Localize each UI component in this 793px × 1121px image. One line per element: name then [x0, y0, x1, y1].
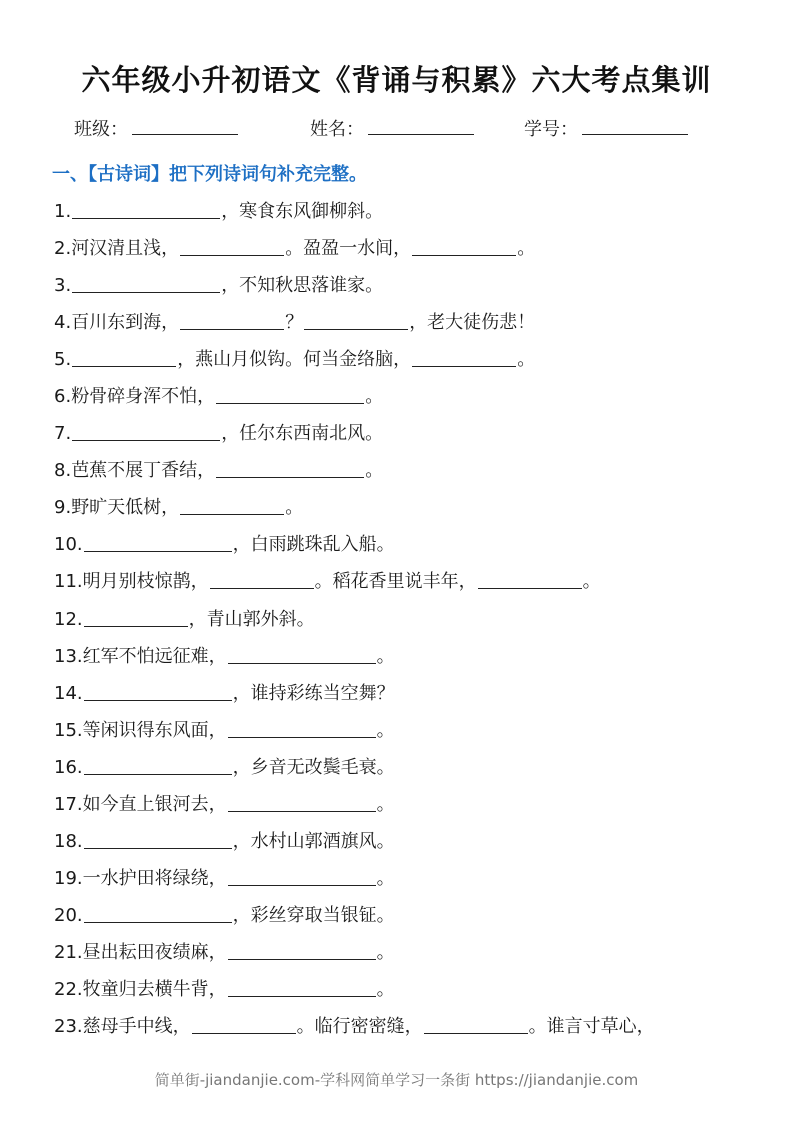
question-item: [54, 938, 753, 975]
question-text: ，青山郭外斜。: [188, 608, 315, 630]
question-text: 。: [376, 645, 395, 667]
answer-blank[interactable]: [424, 1015, 528, 1034]
question-number: 16.: [54, 756, 83, 778]
answer-blank[interactable]: [84, 904, 232, 923]
answer-blank[interactable]: [304, 311, 408, 330]
question-text: 百川东到海，: [71, 312, 180, 334]
name-label: 姓名：: [310, 119, 364, 140]
question-text: ，彩丝穿取当银钲。: [232, 904, 395, 926]
question-text: 。: [285, 497, 304, 519]
question-item: [54, 493, 753, 530]
question-item: [54, 679, 753, 716]
question-text: 。: [517, 238, 536, 260]
question-text: 慈母手中线，: [82, 1016, 191, 1038]
question-number: 20.: [54, 904, 83, 926]
question-item: [54, 827, 753, 864]
question-text: 一水护田将绿绕，: [82, 867, 227, 889]
question-number: 6.: [54, 386, 72, 408]
answer-blank[interactable]: [228, 867, 376, 886]
answer-blank[interactable]: [228, 793, 376, 812]
question-item: [54, 567, 753, 604]
question-number: 14.: [54, 682, 83, 704]
answer-blank[interactable]: [84, 608, 188, 627]
answer-blank[interactable]: [228, 978, 376, 997]
question-text: 。: [365, 386, 384, 408]
answer-blank[interactable]: [180, 311, 284, 330]
question-text: ？: [285, 312, 304, 334]
question-text: 。: [376, 719, 395, 741]
question-text: 野旷天低树，: [71, 497, 180, 519]
answer-blank[interactable]: [216, 459, 364, 478]
question-item: [54, 271, 753, 308]
student-id-label: 学号：: [524, 119, 578, 140]
question-number: 21.: [54, 941, 83, 963]
name-blank[interactable]: [368, 118, 474, 135]
question-item: [54, 901, 753, 938]
question-item: [54, 642, 753, 679]
question-item: [54, 197, 753, 234]
question-text: 昼出耘田夜绩麻，: [82, 941, 227, 963]
answer-blank[interactable]: [84, 756, 232, 775]
question-text: 。: [517, 349, 536, 371]
student-id-field[interactable]: [524, 115, 688, 141]
answer-blank[interactable]: [412, 348, 516, 367]
question-number: 2.: [54, 238, 72, 260]
question-text: 芭蕉不展丁香结，: [71, 460, 216, 482]
question-item: [54, 790, 753, 827]
question-number: 9.: [54, 497, 72, 519]
question-number: 7.: [54, 423, 72, 445]
question-text: 。临行密密缝，: [296, 1016, 423, 1038]
question-text: 。: [376, 793, 395, 815]
answer-blank[interactable]: [216, 385, 364, 404]
question-item: [54, 605, 753, 642]
class-label: 班级：: [74, 119, 128, 140]
answer-blank[interactable]: [180, 496, 284, 515]
question-text: 如今直上银河去，: [82, 793, 227, 815]
answer-blank[interactable]: [478, 570, 582, 589]
answer-blank[interactable]: [72, 348, 176, 367]
student-info-row: [74, 115, 733, 141]
question-item: [54, 1012, 753, 1049]
answer-blank[interactable]: [210, 570, 314, 589]
question-number: 22.: [54, 978, 83, 1000]
answer-blank[interactable]: [84, 533, 232, 552]
answer-blank[interactable]: [72, 200, 220, 219]
question-item: [54, 382, 753, 419]
answer-blank[interactable]: [228, 645, 376, 664]
question-text: 。盈盈一水间，: [285, 238, 412, 260]
question-text: ，水村山郭酒旗风。: [232, 830, 395, 852]
question-number: 10.: [54, 534, 83, 556]
answer-blank[interactable]: [228, 719, 376, 738]
question-text: 牧童归去横牛背，: [82, 978, 227, 1000]
question-text: ，任尔东西南北风。: [221, 423, 384, 445]
class-blank[interactable]: [132, 118, 238, 135]
question-text: 。谁言寸草心，: [528, 1016, 655, 1038]
question-number: 12.: [54, 608, 83, 630]
question-item: [54, 234, 753, 271]
question-text: 。稻花香里说丰年，: [314, 571, 477, 593]
question-item: [54, 864, 753, 901]
question-text: 。: [376, 941, 395, 963]
question-number: 23.: [54, 1016, 83, 1038]
question-number: 3.: [54, 275, 72, 297]
question-number: 5.: [54, 349, 72, 371]
question-text: 河汉清且浅，: [71, 238, 180, 260]
answer-blank[interactable]: [84, 830, 232, 849]
question-number: 18.: [54, 830, 83, 852]
question-list: [54, 197, 753, 1049]
answer-blank[interactable]: [72, 274, 220, 293]
question-number: 4.: [54, 312, 72, 334]
name-field[interactable]: [310, 115, 474, 141]
question-text: 。: [365, 460, 384, 482]
page-footer: 简单街-jiandanjie.com-学科网简单学习一条街 https://jiandanjie.com: [154, 1071, 639, 1089]
question-item: [54, 419, 753, 456]
question-text: 明月别枝惊鹊，: [82, 571, 209, 593]
student-id-blank[interactable]: [582, 118, 688, 135]
question-text: ，老大徒伤悲！: [409, 312, 536, 334]
class-field[interactable]: [74, 115, 238, 141]
question-text: ，乡音无改鬓毛衰。: [232, 756, 395, 778]
answer-blank[interactable]: [412, 237, 516, 256]
question-item: [54, 456, 753, 493]
worksheet-title: 六年级小升初语文《背诵与积累》六大考点集训: [81, 63, 712, 97]
question-number: 13.: [54, 645, 83, 667]
answer-blank[interactable]: [228, 941, 376, 960]
question-item: [54, 308, 753, 345]
section-heading: 一、【古诗词】把下列诗词句补充完整。: [52, 164, 367, 185]
question-item: [54, 345, 753, 382]
question-text: 红军不怕远征难，: [82, 645, 227, 667]
question-text: ，燕山月似钩。何当金络脑，: [177, 349, 412, 371]
question-text: ，谁持彩练当空舞？: [232, 682, 395, 704]
question-number: 19.: [54, 867, 83, 889]
question-text: ，白雨跳珠乱入船。: [232, 534, 395, 556]
question-number: 1.: [54, 201, 72, 222]
question-text: ，寒食东风御柳斜。: [221, 201, 384, 222]
question-item: [54, 716, 753, 753]
question-text: ，不知秋思落谁家。: [221, 275, 384, 297]
question-item: [54, 753, 753, 790]
question-text: 粉骨碎身浑不怕，: [71, 386, 216, 408]
question-item: [54, 975, 753, 1012]
question-number: 8.: [54, 460, 72, 482]
question-number: 11.: [54, 571, 83, 593]
question-number: 15.: [54, 719, 83, 741]
question-text: 。: [376, 867, 395, 889]
answer-blank[interactable]: [84, 682, 232, 701]
question-text: 等闲识得东风面，: [82, 719, 227, 741]
answer-blank[interactable]: [192, 1015, 296, 1034]
question-item: [54, 530, 753, 567]
answer-blank[interactable]: [180, 237, 284, 256]
question-text: 。: [376, 978, 395, 1000]
question-text: 。: [582, 571, 601, 593]
answer-blank[interactable]: [72, 422, 220, 441]
question-number: 17.: [54, 793, 83, 815]
